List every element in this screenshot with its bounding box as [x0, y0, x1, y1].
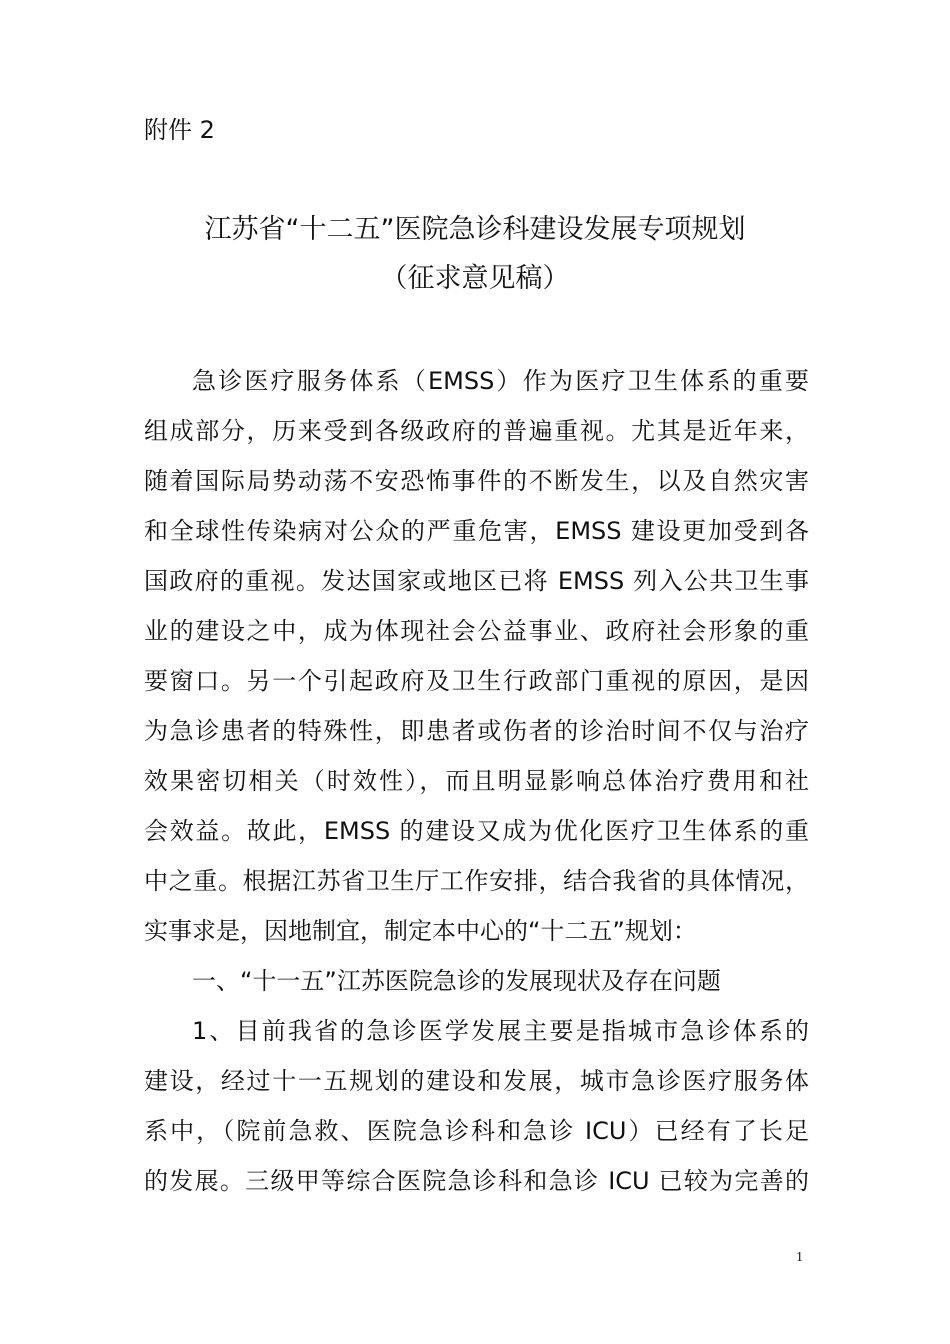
paragraph-line: 实事求是，因地制宜，制定本中心的“十二五”规划： — [144, 917, 697, 945]
paragraph-line: 国政府的重视。发达国家或地区已将 EMSS 列入公共卫生事 — [144, 567, 809, 595]
paragraph-line: 要窗口。另一个引起政府及卫生行政部门重视的原因，是因 — [144, 667, 809, 695]
paragraph-line: 为急诊患者的特殊性，即患者或伤者的诊治时间不仅与治疗 — [144, 717, 809, 745]
section-heading: 一、“十一五”江苏医院急诊的发展现状及存在问题 — [192, 967, 721, 995]
document-title: 江苏省“十二五”医院急诊科建设发展专项规划 — [204, 214, 746, 245]
paragraph-line: 中之重。根据江苏省卫生厅工作安排，结合我省的具体情况， — [144, 867, 809, 895]
paragraph-line: 系中，（院前急救、医院急诊科和急诊 ICU）已经有了长足 — [144, 1117, 809, 1145]
page-number: 1 — [796, 1250, 803, 1265]
paragraph-line: 和全球性传染病对公众的严重危害，EMSS 建设更加受到各 — [144, 517, 809, 545]
paragraph-line: 建设，经过十一五规划的建设和发展，城市急诊医疗服务体 — [144, 1067, 809, 1095]
paragraph-line: 急诊医疗服务体系（EMSS）作为医疗卫生体系的重要 — [192, 367, 809, 395]
document-subtitle: （征求意见稿） — [380, 263, 570, 294]
paragraph-line: 业的建设之中，成为体现社会公益事业、政府社会形象的重 — [144, 617, 809, 645]
paragraph-line: 随着国际局势动荡不安恐怖事件的不断发生，以及自然灾害 — [144, 467, 809, 495]
paragraph-line: 会效益。故此，EMSS 的建设又成为优化医疗卫生体系的重 — [144, 817, 809, 845]
paragraph-line: 组成部分，历来受到各级政府的普遍重视。尤其是近年来， — [144, 417, 809, 445]
paragraph-line: 1、目前我省的急诊医学发展主要是指城市急诊体系的 — [192, 1017, 809, 1045]
document-body — [144, 356, 809, 1206]
paragraph-line: 效果密切相关（时效性），而且明显影响总体治疗费用和社 — [144, 767, 809, 795]
attachment-label: 附件 2 — [144, 116, 215, 144]
paragraph-line: 的发展。三级甲等综合医院急诊科和急诊 ICU 已较为完善的 — [144, 1167, 809, 1195]
